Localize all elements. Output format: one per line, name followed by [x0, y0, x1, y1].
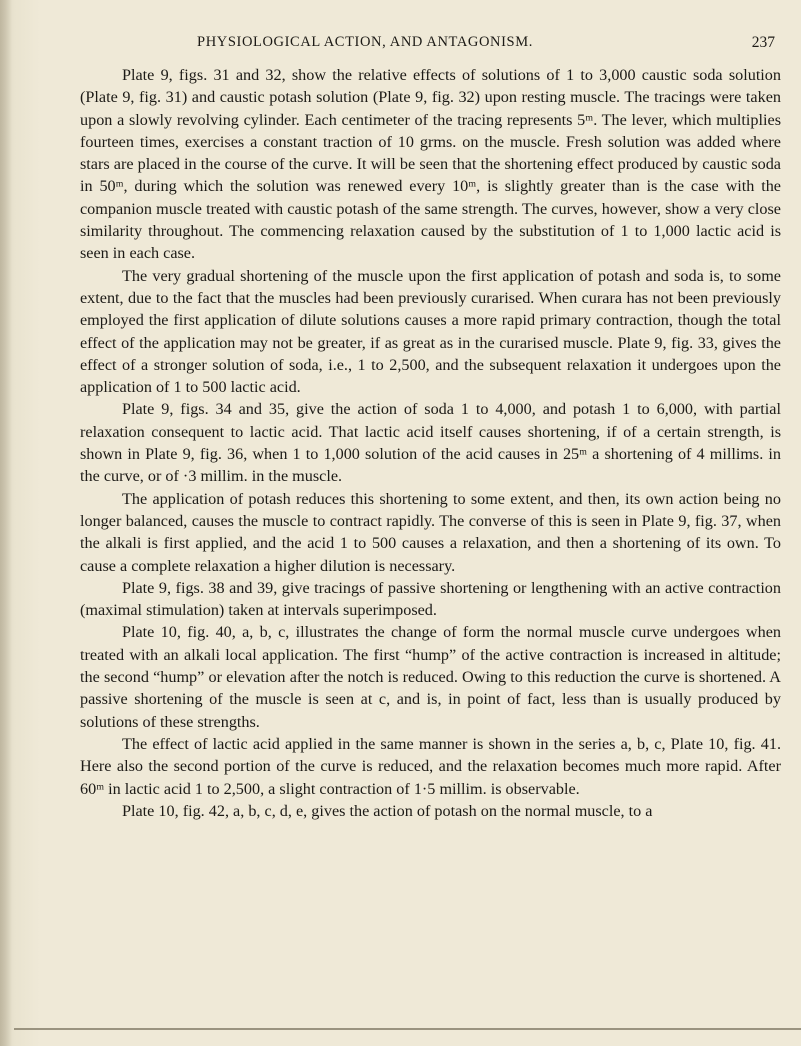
bottom-rule — [14, 1028, 801, 1030]
paragraph-8: Plate 10, fig. 42, a, b, c, d, e, gives the action of potash on the normal muscle, to a — [122, 801, 653, 820]
paragraph-4: The application of potash reduces this shortening to some extent, and then, its own action being no longer balanced, causes the muscle to contract rapidly. The converse of this is seen in Plate 9, fig. 37, when the alkali is first applied, and the acid 1 to 500 causes a relaxation, and then a shortening of its own. To cause a complete relaxation a higher dilution is necessary. — [80, 489, 781, 575]
paragraph-7: The effect of lactic acid applied in the same manner is shown in the series a, b, c, Plate 10, fig. 41. Here also the second portion of the curve is reduced, and the relaxation becomes much more rapid. After 60ᵐ in lactic acid 1 to 2,500, a slight contraction of 1·5 millim. is observable. — [80, 734, 781, 798]
body-text — [80, 64, 781, 822]
paragraph-5: Plate 9, figs. 38 and 39, give tracings of passive shortening or lengthening with an active contraction (maximal stimulation) taken at intervals superimposed. — [80, 578, 781, 620]
paragraph-2: The very gradual shortening of the muscle upon the first application of potash and soda is, to some extent, due to the fact that the muscles had been previously curarised. When curara has not been previously employed the first application of dilute solutions causes a more rapid primary contraction, though the total effect of the application may not be greater, if as great as in the curarised muscle. Plate 9, fig. 33, gives the effect of a stronger solution of soda, i.e., 1 to 2,500, and the subsequent relaxation it undergoes upon the application of 1 to 500 lactic acid. — [80, 266, 781, 397]
page-number: 237 — [751, 34, 775, 51]
paragraph-1: Plate 9, figs. 31 and 32, show the relative effects of solutions of 1 to 3,000 caustic soda solution (Plate 9, fig. 31) and caustic potash solution (Plate 9, fig. 32) upon resting muscle. The tracings were taken upon a slowly revolving cylinder. Each centimeter of the tracing represents 5ᵐ. The lever, which multiplies fourteen times, exercises a constant traction of 10 grms. on the muscle. Fresh solution was added where stars are placed in the course of the curve. It will be seen that the shortening effect produced by caustic soda in 50ᵐ, during which the solution was renewed every 10ᵐ, is slightly greater than is the case with the companion muscle treated with caustic potash of the same strength. The curves, however, show a very close similarity throughout. The commencing relaxation caused by the substitution of 1 to 1,000 lactic acid is seen in each case. — [80, 66, 781, 263]
running-head: PHYSIOLOGICAL ACTION, AND ANTAGONISM. — [197, 34, 533, 50]
paragraph-3: Plate 9, figs. 34 and 35, give the action of soda 1 to 4,000, and potash 1 to 6,000, with partial relaxation consequent to lactic acid. That lactic acid itself causes shortening, if of a certain strength, is shown in Plate 9, fig. 36, when 1 to 1,000 solution of the acid causes in 25ᵐ a shortening of 4 millims. in the curve, or of ·3 millim. in the muscle. — [80, 400, 781, 486]
paragraph-6: Plate 10, fig. 40, a, b, c, illustrates the change of form the normal muscle curve undergoes when treated with an alkali local application. The first “hump” of the active contraction is increased in altitude; the second “hump” or elevation after the notch is reduced. Owing to this reduction the curve is shortened. A passive shortening of the muscle is seen at c, and is, in point of fact, less than is usually produced by solutions of these strengths. — [80, 623, 781, 731]
binding-shadow — [0, 0, 12, 1046]
